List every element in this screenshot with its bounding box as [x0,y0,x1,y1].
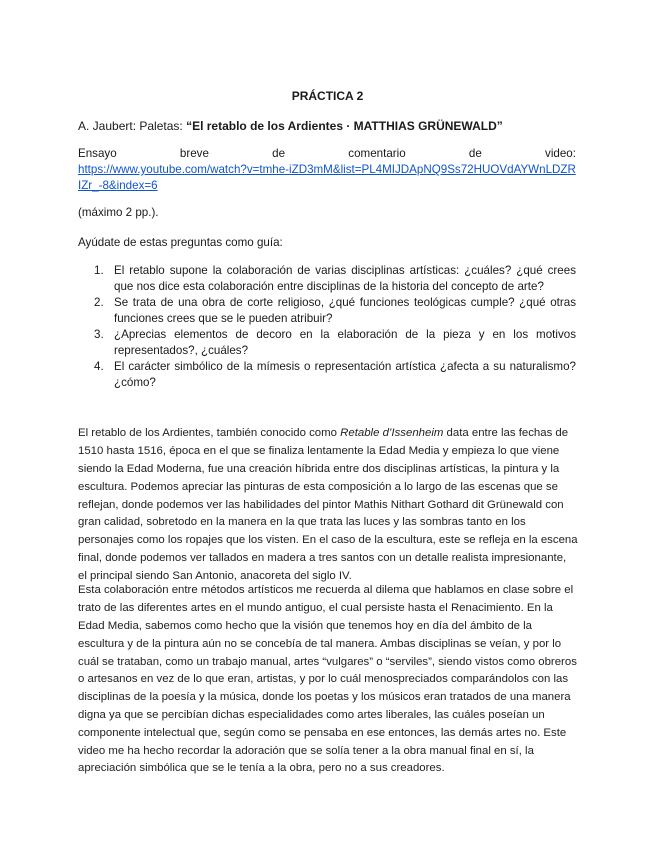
question-text: Se trata de una obra de corte religioso, ¿qué funciones teológicas cumple? ¿qué otras funciones crees que se le pueden atribuir? [114,296,576,325]
question-number: 3. [94,328,104,341]
list-item [94,327,576,359]
paragraph-text: data entre las fechas de 1510 hasta 1516, época en el que se finaliza lentamente la Edad Media y empieza lo que viene siendo la Edad Moderna, fue una creación híbrida entre dos disciplinas artísticas, la pintura y la escultura. Podemos apreciar las pinturas de esta composición a lo largo de las escenas que se reflejan, donde podemos ver las habilidades del pintor Mathis Nithart Gothard dit Grünewald con gran calidad, sobretodo en la manera en la que trata las luces y las sombras tanto en los personajes como los ropajes que los visten. En el caso de la escultura, este se refleja en la escena final, donde podemos ver tallados en madera a tres santos con un detalle realista impresionante, el principal siendo San Antonio, anacoreta del siglo IV. [78,427,578,582]
question-number: 2. [94,296,104,309]
page-title: PRÁCTICA 2 [291,89,364,103]
question-number: 4. [94,360,104,373]
italic-title: Retable d’Issenheim [340,427,444,440]
list-item [94,263,576,295]
essay-word: de [468,147,482,160]
essay-word: breve [179,147,209,160]
subtitle-prefix: A. Jaubert: Paletas: [78,119,187,133]
question-text: ¿Aprecias elementos de decoro en la elaboración de la pieza y en los motivos representados?, ¿cuáles? [114,328,576,357]
max-length-note: (máximo 2 pp.). [78,206,159,219]
list-item [94,359,576,391]
question-number: 1. [94,264,104,277]
paragraph-text: El retablo de los Ardientes, también conocido como [78,427,341,440]
body-paragraph-2: Esta colaboración entre métodos artísticos me recuerda al dilema que hablamos en clase sobre el trato de las diferentes artes en el mundo antiguo, el cual persiste hasta el Renacimiento. En la Edad Media, sabemos como hecho que la visión que tenemos hoy en día del ámbito de la escultura y de la pintura aún no se concebía de tal manera. Ambas disciplinas se veían, y por lo cuál se trataban, como un trabajo manual, artes “vulgares” o “serviles”, siendo vistos como obreros o artesanos en vez de lo que eran, artistas, y por lo cuál menospreciados comparándolos con las disciplinas de la poesía y la música, donde los poetas y los músicos eran tratados de una manera digna ya que se percibían dichas especialidades como artes liberales, las cuáles poseían un componente intelectual que, según como se pensaba en ese entonces, las demás artes no. Este video me ha hecho recordar la adoración que se solía tener a la obra manual final en sí, la apreciación simbólica que se le tenía a la obra, pero no a sus creadores. [78,584,577,775]
essay-word: video: [545,147,576,160]
essay-word: comentario [348,147,406,160]
question-text: El retablo supone la colaboración de varias disciplinas artísticas: ¿cuáles? ¿qué crees que nos dice esta colaboración entre disciplinas de la historia del concepto de arte? [114,264,576,293]
essay-word: Ensayo [78,147,117,160]
question-text: El carácter simbólico de la mímesis o representación artística ¿afecta a su naturalismo? ¿cómo? [114,360,576,389]
essay-word: de [272,147,286,160]
subtitle-bold-title: “El retablo de los Ardientes · MATTHIAS GRÜNEWALD” [186,119,503,133]
list-item [94,295,576,327]
guide-intro: Ayúdate de estas preguntas como guía: [78,236,283,249]
video-link[interactable]: https://www.youtube.com/watch?v=tmhe-iZD3mM&list=PL4MIJDApNQ9Ss72HUOVdAYWnLDZRIZr_-8&index=6 [78,163,576,192]
guide-questions-list [94,263,576,391]
essay-instructions [78,146,576,194]
essay-label-line [78,146,576,162]
body-paragraph-1 [78,425,578,585]
assignment-subtitle [78,119,588,133]
